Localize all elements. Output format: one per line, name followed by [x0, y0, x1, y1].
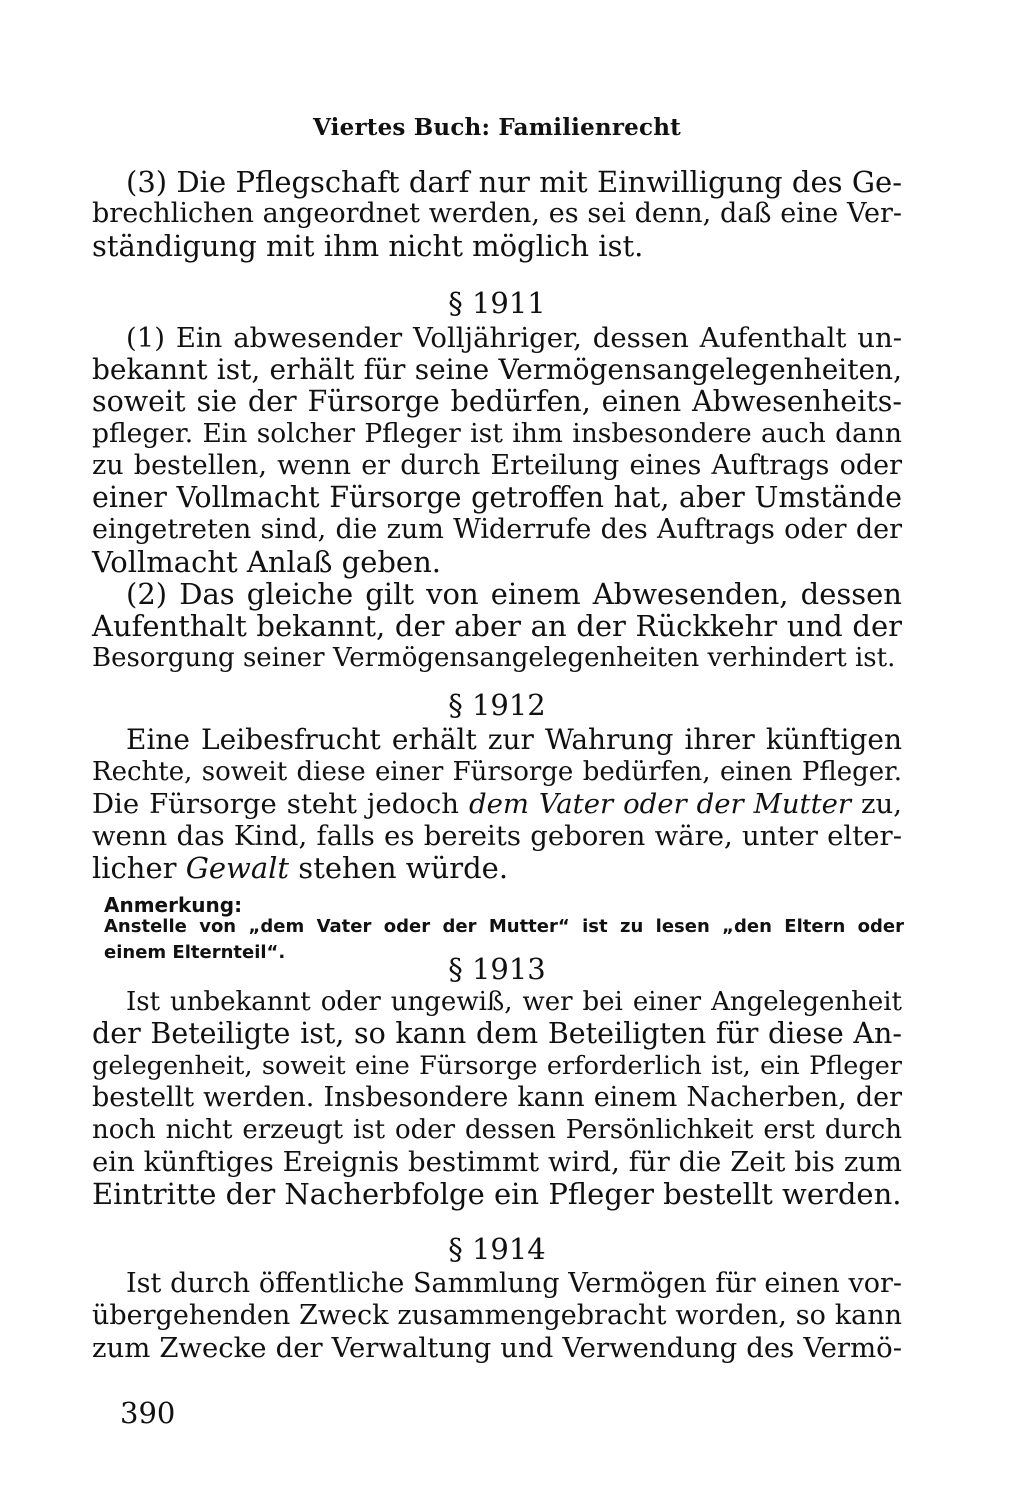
text-run: licher — [92, 851, 186, 885]
text-line: Ist unbekannt oder ungewiß, wer bei einer Angelegenheit — [126, 987, 902, 1017]
text-line: Rechte, soweit diese einer Fürsorge bedürfen, einen Pfleger. — [92, 757, 902, 787]
page-number: 390 — [120, 1396, 176, 1430]
note-line: einem Elternteil“. — [104, 942, 286, 963]
italic-phrase: Gewalt — [185, 851, 290, 885]
text-run: zu, — [851, 788, 902, 820]
text-line: Ist durch öffentliche Sammlung Vermögen für einen vor- — [126, 1268, 902, 1299]
book-page — [92, 0, 910, 1489]
text-run: Die Fürsorge steht jedoch — [92, 788, 469, 820]
text-line — [92, 852, 902, 884]
text-line: brechlichen angeordnet werden, es sei denn, daß eine Ver- — [92, 198, 902, 229]
text-line: zum Zwecke der Verwaltung und Verwendung des Vermö- — [92, 1332, 902, 1364]
text-line: der Beteiligte ist, so kann dem Beteiligten für diese An- — [92, 1017, 902, 1050]
italic-phrase: dem Vater oder der Mutter — [468, 788, 852, 820]
text-line: noch nicht erzeugt ist oder dessen Persönlichkeit erst durch — [92, 1115, 902, 1145]
text-line: zu bestellen, wenn er durch Erteilung eines Auftrags oder — [92, 450, 902, 481]
text-line: eingetreten sind, die zum Widerrufe des Auftrags oder der — [92, 514, 902, 545]
text-line: Vollmacht Anlaß geben. — [92, 545, 441, 579]
text-line: bekannt ist, erhält für seine Vermögensangelegenheiten, — [92, 353, 902, 386]
paragraph-intro — [92, 166, 902, 262]
text-line: Aufenthalt bekannt, der aber an der Rückkehr und der — [92, 609, 902, 643]
running-header: Viertes Buch: Familienrecht — [313, 114, 681, 141]
text-line — [92, 788, 902, 820]
note-label: Anmerkung: — [104, 893, 243, 917]
text-line: (1) Ein abwesender Volljähriger, dessen Aufenthalt un- — [126, 322, 902, 354]
text-line: wenn das Kind, falls es bereits geboren wäre, unter elter- — [92, 820, 902, 852]
section-heading-1914: § 1914 — [448, 1232, 546, 1266]
text-line: ständigung mit ihm nicht möglich ist. — [92, 229, 644, 263]
section-heading-1913: § 1913 — [448, 952, 546, 986]
text-line: einer Vollmacht Fürsorge getroffen hat, aber Umstände — [92, 481, 902, 514]
text-line: (2) Das gleiche gilt von einem Abwesenden, dessen — [126, 577, 902, 611]
text-line: soweit sie der Fürsorge bedürfen, einen Abwesenheits- — [92, 385, 902, 418]
text-line: (3) Die Pflegschaft darf nur mit Einwilligung des Ge- — [126, 165, 902, 199]
text-line: Eine Leibesfrucht erhält zur Wahrung ihrer künftigen — [126, 723, 902, 756]
text-line: ein künftiges Ereignis bestimmt wird, für die Zeit bis zum — [92, 1146, 902, 1178]
paragraph-1911-1 — [92, 322, 902, 578]
section-heading-1912: § 1912 — [448, 688, 546, 722]
paragraph-1913 — [92, 986, 902, 1210]
text-run: stehen würde. — [289, 851, 509, 885]
text-line: bestellt werden. Insbesondere kann einem Nacherben, der — [92, 1082, 902, 1113]
text-line: Eintritte der Nacherbfolge ein Pfleger bestellt werden. — [92, 1177, 902, 1211]
note-line: Anstelle von „dem Vater oder der Mutter“ ist zu lesen „den Eltern oder — [104, 916, 904, 937]
text-line: übergehenden Zweck zusammengebracht worden, so kann — [92, 1300, 902, 1331]
paragraph-1911-2 — [92, 578, 902, 674]
text-line: Besorgung seiner Vermögensangelegenheiten verhindert ist. — [92, 643, 896, 673]
text-line: gelegenheit, soweit eine Fürsorge erforderlich ist, ein Pfleger — [92, 1051, 902, 1081]
paragraph-1914 — [92, 1268, 902, 1364]
paragraph-1912 — [92, 724, 902, 884]
text-line: pfleger. Ein solcher Pfleger ist ihm insbesondere auch dann — [92, 418, 902, 449]
section-heading-1911: § 1911 — [448, 286, 546, 320]
